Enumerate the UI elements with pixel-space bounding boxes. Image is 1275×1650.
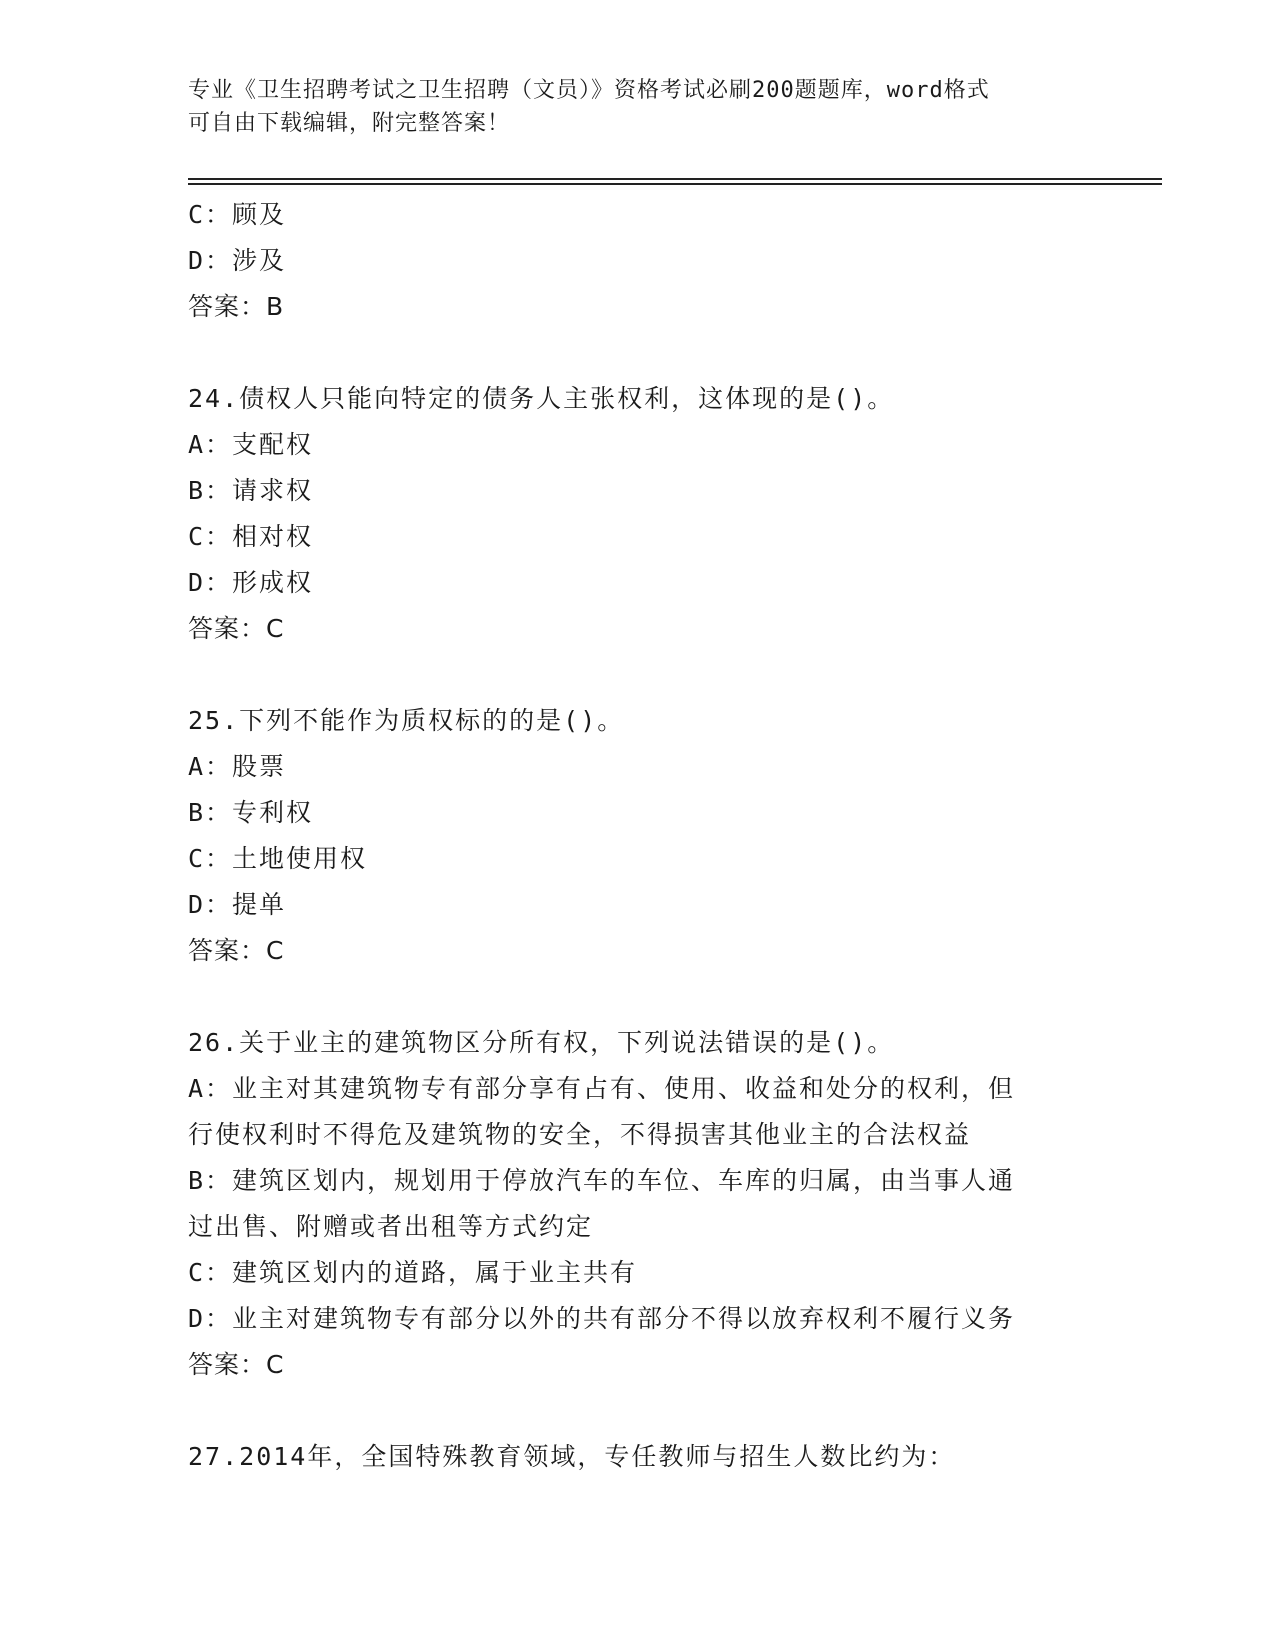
- question-23-tail: [188, 192, 1088, 330]
- question-26: [188, 1020, 1088, 1388]
- option-d: D：提单: [188, 890, 287, 919]
- option-c: C：土地使用权: [188, 844, 368, 873]
- option-d: D：形成权: [188, 568, 314, 597]
- option-c: C：建筑区划内的道路，属于业主共有: [188, 1258, 638, 1287]
- answer: 答案：C: [188, 936, 285, 965]
- answer: 答案：C: [188, 1350, 285, 1379]
- question-24: [188, 376, 1088, 652]
- question-25: [188, 698, 1088, 974]
- option-a: A：支配权: [188, 430, 314, 459]
- header-divider-bottom: [188, 183, 1162, 185]
- header-line-2: 可自由下载编辑，附完整答案！: [188, 111, 511, 136]
- spacer: [188, 330, 1088, 376]
- answer: 答案：B: [188, 292, 285, 321]
- option-a: A：股票: [188, 752, 287, 781]
- option-b: B：专利权: [188, 798, 314, 827]
- option-a-line-1: A：业主对其建筑物专有部分享有占有、使用、收益和处分的权利，但: [188, 1074, 1016, 1103]
- option-a-line-2: 行使权利时不得危及建筑物的安全，不得损害其他业主的合法权益: [188, 1120, 972, 1149]
- option-b: B：请求权: [188, 476, 314, 505]
- question-27: [188, 1434, 1088, 1480]
- header-divider-top: [188, 178, 1162, 180]
- spacer: [188, 974, 1088, 1020]
- spacer: [188, 652, 1088, 698]
- answer: 答案：C: [188, 614, 285, 643]
- option-b-line-2: 过出售、附赠或者出租等方式约定: [188, 1212, 594, 1241]
- question-stem: 26.关于业主的建筑物区分所有权，下列说法错误的是()。: [188, 1028, 895, 1057]
- document-header: [188, 74, 1088, 140]
- spacer: [188, 1388, 1088, 1434]
- header-line-1: 专业《卫生招聘考试之卫生招聘（文员）》资格考试必刷200题题库，word格式: [188, 78, 990, 103]
- option-c: C：相对权: [188, 522, 314, 551]
- question-stem: 27.2014年，全国特殊教育领域，专任教师与招生人数比约为：: [188, 1442, 956, 1471]
- question-stem: 25.下列不能作为质权标的的是()。: [188, 706, 625, 735]
- option-c: C：顾及: [188, 200, 287, 229]
- question-stem: 24.债权人只能向特定的债务人主张权利，这体现的是()。: [188, 384, 895, 413]
- option-d: D：涉及: [188, 246, 287, 275]
- question-list: [188, 192, 1088, 1480]
- option-d: D：业主对建筑物专有部分以外的共有部分不得以放弃权利不履行义务: [188, 1304, 1016, 1333]
- option-b-line-1: B：建筑区划内，规划用于停放汽车的车位、车库的归属，由当事人通: [188, 1166, 1016, 1195]
